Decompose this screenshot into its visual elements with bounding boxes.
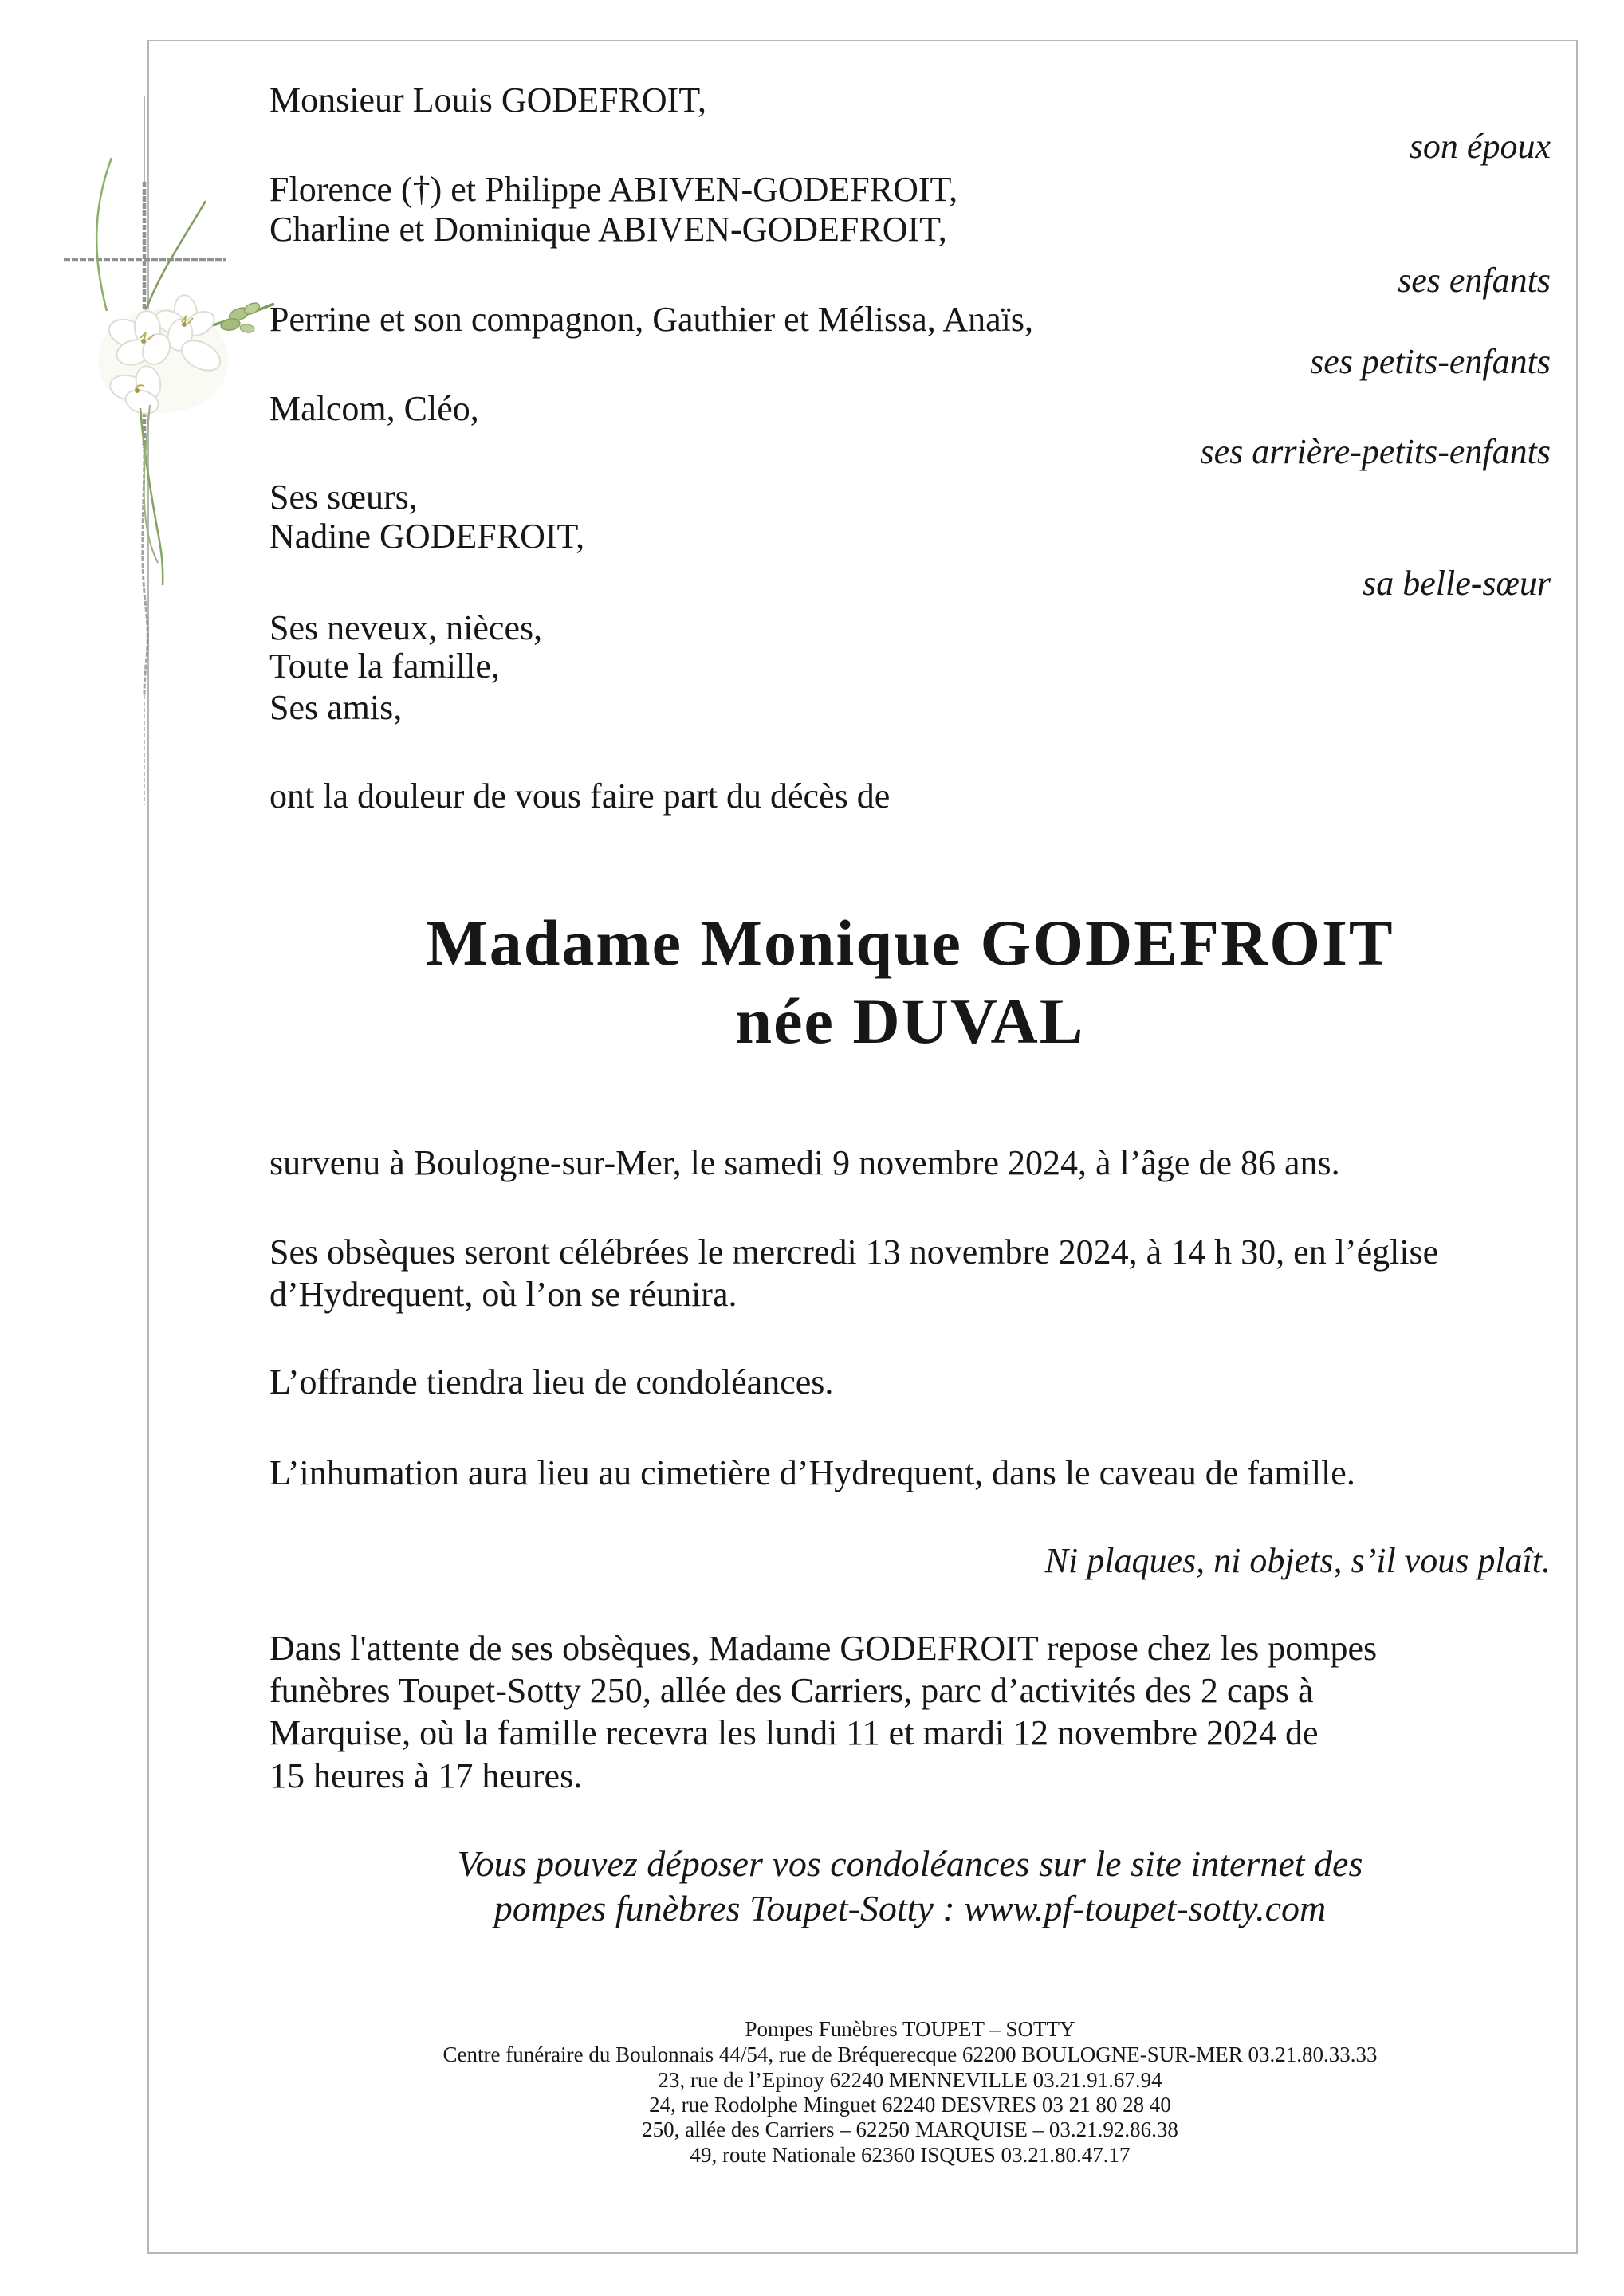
relation-label: ses enfants bbox=[1398, 261, 1551, 300]
family-line: Malcom, Cléo, bbox=[269, 389, 479, 428]
relation-label: sa belle-sœur bbox=[1363, 564, 1551, 603]
visitation-line: Marquise, où la famille recevra les lundi 11 et mardi 12 novembre 2024 de bbox=[269, 1713, 1319, 1752]
family-line: Nadine GODEFROIT, bbox=[269, 517, 585, 556]
plea-line: Ni plaques, ni objets, s’il vous plaît. bbox=[1044, 1541, 1551, 1580]
website-note-line: pompes funèbres Toupet-Sotty : www.pf-toupet-sotty.com bbox=[493, 1888, 1327, 1928]
funeral-home-address: 24, rue Rodolphe Minguet 62240 DESVRES 03 21 80 28 40 bbox=[649, 2093, 1171, 2117]
family-line: Toute la famille, bbox=[269, 647, 500, 686]
family-line: Charline et Dominique ABIVEN-GODEFROIT, bbox=[269, 210, 947, 249]
funeral-home-address: Centre funéraire du Boulonnais 44/54, rue de Bréquerecque 62200 BOULOGNE-SUR-MER 03.21.80.33.33 bbox=[442, 2042, 1378, 2066]
family-line: Monsieur Louis GODEFROIT, bbox=[269, 81, 706, 120]
website-note-line: Vous pouvez déposer vos condoléances sur le site internet des bbox=[457, 1843, 1363, 1884]
family-line: Ses neveux, nièces, bbox=[269, 608, 543, 647]
service-details-line: Ses obsèques seront célébrées le mercredi 13 novembre 2024, à 14 h 30, en l’église bbox=[269, 1233, 1439, 1272]
funeral-home-name: Pompes Funèbres TOUPET – SOTTY bbox=[745, 2017, 1075, 2041]
visitation-line: Dans l'attente de ses obsèques, Madame GODEFROIT repose chez les pompes bbox=[269, 1629, 1378, 1668]
burial-line: L’inhumation aura lieu au cimetière d’Hydrequent, dans le caveau de famille. bbox=[269, 1453, 1355, 1492]
offering-line: L’offrande tiendra lieu de condoléances. bbox=[269, 1362, 834, 1402]
funeral-home-address: 250, allée des Carriers – 62250 MARQUISE – 03.21.92.86.38 bbox=[642, 2117, 1178, 2141]
family-line: Ses amis, bbox=[269, 688, 403, 727]
funeral-home-address: 23, rue de l’Epinoy 62240 MENNEVILLE 03.21.91.67.94 bbox=[658, 2068, 1162, 2092]
funeral-home-address: 49, route Nationale 62360 ISQUES 03.21.80.47.17 bbox=[690, 2143, 1131, 2167]
relation-label: ses arrière-petits-enfants bbox=[1200, 432, 1551, 471]
service-details-line: d’Hydrequent, où l’on se réunira. bbox=[269, 1275, 737, 1314]
deceased-name-line1: Madame Monique GODEFROIT bbox=[426, 906, 1394, 979]
visitation-line: funèbres Toupet-Sotty 250, allée des Carriers, parc d’activités des 2 caps à bbox=[269, 1671, 1314, 1710]
deceased-name-line2: née DUVAL bbox=[735, 985, 1085, 1057]
death-details-line: survenu à Boulogne-sur-Mer, le samedi 9 novembre 2024, à l’âge de 86 ans. bbox=[269, 1143, 1340, 1182]
family-line: Perrine et son compagnon, Gauthier et Mélissa, Anaïs, bbox=[269, 300, 1034, 339]
relation-label: son époux bbox=[1409, 127, 1551, 166]
intro-line: ont la douleur de vous faire part du décès de bbox=[269, 776, 891, 816]
visitation-line: 15 heures à 17 heures. bbox=[269, 1756, 583, 1795]
family-line: Ses sœurs, bbox=[269, 478, 418, 517]
family-line: Florence (†) et Philippe ABIVEN-GODEFROIT, bbox=[269, 170, 958, 209]
relation-label: ses petits-enfants bbox=[1310, 342, 1551, 381]
